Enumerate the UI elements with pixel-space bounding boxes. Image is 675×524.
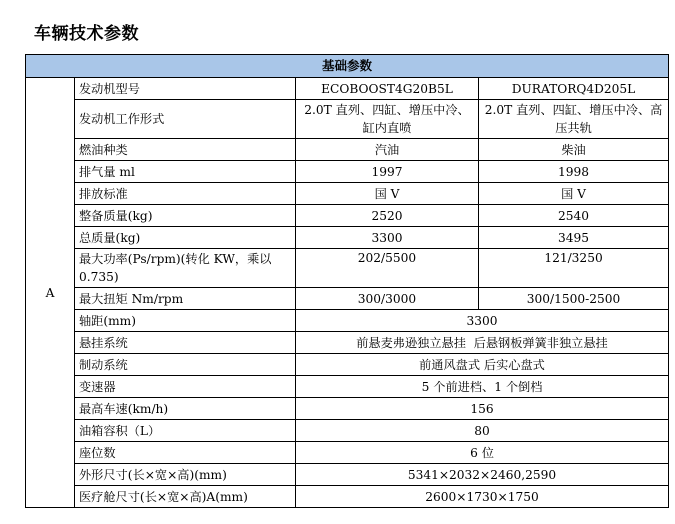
engine-model-gas: ECOBOOST4G20B5L <box>296 78 479 100</box>
row-label-engine-type: 发动机工作形式 <box>75 100 296 139</box>
row-label-displacement: 排气量 ml <box>75 161 296 183</box>
top-speed-value: 156 <box>296 398 669 420</box>
engine-model-diesel: DURATORQ4D205L <box>479 78 669 100</box>
row-label-dimensions: 外形尺寸(长×宽×高)(mm) <box>75 464 296 486</box>
max-power-diesel: 121/3250 <box>479 249 669 288</box>
brakes-value: 前通风盘式 后实心盘式 <box>296 354 669 376</box>
max-torque-gas: 300/3000 <box>296 288 479 310</box>
wheelbase-value: 3300 <box>296 310 669 332</box>
row-label-tank-capacity: 油箱容积（L） <box>75 420 296 442</box>
suspension-value: 前悬麦弗逊独立悬挂 后悬钢板弹簧非独立悬挂 <box>296 332 669 354</box>
row-label-wheelbase: 轴距(mm) <box>75 310 296 332</box>
curb-weight-diesel: 2540 <box>479 205 669 227</box>
seats-value: 6 位 <box>296 442 669 464</box>
row-label-top-speed: 最高车速(km/h) <box>75 398 296 420</box>
fuel-type-diesel: 柴油 <box>479 139 669 161</box>
gross-weight-gas: 3300 <box>296 227 479 249</box>
emission-diesel: 国 V <box>479 183 669 205</box>
row-label-brakes: 制动系统 <box>75 354 296 376</box>
row-label-max-power: 最大功率(Ps/rpm)(转化 KW，乘以 0.735) <box>75 249 296 288</box>
dimensions-value: 5341×2032×2460,2590 <box>296 464 669 486</box>
page-title: 车辆技术参数 <box>34 24 139 44</box>
emission-gas: 国 V <box>296 183 479 205</box>
max-torque-diesel: 300/1500-2500 <box>479 288 669 310</box>
displacement-gas: 1997 <box>296 161 479 183</box>
transmission-value: 5 个前进档、1 个倒档 <box>296 376 669 398</box>
max-power-gas: 202/5500 <box>296 249 479 288</box>
row-label-curb-weight: 整备质量(kg) <box>75 205 296 227</box>
row-label-transmission: 变速器 <box>75 376 296 398</box>
row-label-gross-weight: 总质量(kg) <box>75 227 296 249</box>
row-label-emission: 排放标准 <box>75 183 296 205</box>
row-label-max-torque: 最大扭矩 Nm/rpm <box>75 288 296 310</box>
curb-weight-gas: 2520 <box>296 205 479 227</box>
displacement-diesel: 1998 <box>479 161 669 183</box>
fuel-type-gas: 汽油 <box>296 139 479 161</box>
row-label-suspension: 悬挂系统 <box>75 332 296 354</box>
medical-cabin-value: 2600×1730×1750 <box>296 486 669 508</box>
spec-table <box>25 54 669 508</box>
row-label-seats: 座位数 <box>75 442 296 464</box>
tank-capacity-value: 80 <box>296 420 669 442</box>
section-header: 基础参数 <box>26 55 669 78</box>
gross-weight-diesel: 3495 <box>479 227 669 249</box>
group-label: A <box>26 78 75 508</box>
row-label-fuel-type: 燃油种类 <box>75 139 296 161</box>
engine-type-diesel: 2.0T 直列、四缸、增压中冷、高压共轨 <box>479 100 669 139</box>
row-label-engine-model: 发动机型号 <box>75 78 296 100</box>
row-label-medical-cabin: 医疗舱尺寸(长×宽×高)A(mm) <box>75 486 296 508</box>
engine-type-gas: 2.0T 直列、四缸、增压中冷、缸内直喷 <box>296 100 479 139</box>
